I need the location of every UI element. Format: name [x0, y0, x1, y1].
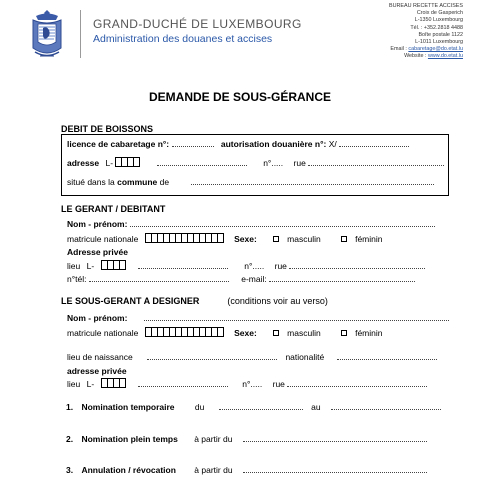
du-label: du	[194, 402, 205, 412]
sg-adresse-heading	[67, 366, 127, 376]
item-label: Nomination temporaire	[81, 402, 175, 412]
feminin-checkbox[interactable]	[341, 330, 347, 336]
lieu-naissance-label: lieu de naissance	[67, 352, 133, 362]
autorisation-label: autorisation douanière n°:	[220, 139, 327, 149]
licence-label: licence de cabaretage n°:	[67, 139, 170, 149]
masculin-checkbox[interactable]	[273, 330, 279, 336]
locality-field[interactable]	[138, 261, 228, 269]
situe-label: situé dans la	[67, 177, 115, 187]
section-heading-debit: DEBIT DE BOISSONS	[61, 124, 154, 134]
l-prefix: L-	[86, 261, 95, 271]
nom-label: Nom - prénom:	[67, 313, 128, 323]
autorisation-prefix: X/	[328, 139, 337, 149]
au-label: au	[311, 402, 321, 412]
address-line: Tél. : +352.2818 4488	[410, 24, 463, 31]
sg-naissance-row	[67, 352, 437, 362]
date-to-field[interactable]	[331, 402, 441, 410]
rue-field[interactable]	[308, 158, 444, 166]
conditions-note: (conditions voir au verso)	[227, 296, 328, 306]
matricule-label: matricule nationale	[67, 234, 139, 244]
address-line: BUREAU RECETTE ACCISES	[389, 3, 463, 9]
l-prefix: L-	[86, 379, 95, 389]
postal-code-cells[interactable]	[115, 157, 140, 167]
item-number: 3.	[66, 465, 74, 475]
tel-field[interactable]	[89, 274, 229, 282]
masculin-label: masculin	[287, 234, 321, 244]
date-from-field[interactable]	[243, 465, 427, 473]
matricule-cells[interactable]	[145, 327, 224, 337]
adresse-privee-label: Adresse privée	[67, 247, 128, 257]
address-line: L-1350 Luxembourg	[414, 17, 463, 24]
email-label: Email :	[390, 46, 409, 53]
office-address	[389, 3, 463, 61]
lieu-label: lieu	[67, 261, 81, 271]
sous-gerant-heading: LE SOUS-GERANT A DESIGNER	[61, 296, 200, 306]
commune-label: commune	[117, 177, 158, 187]
rue-label: rue	[293, 158, 306, 168]
sg-matricule-row	[67, 327, 383, 338]
rue-field[interactable]	[289, 261, 425, 269]
item-label: Nomination plein temps	[81, 434, 178, 444]
l-prefix: L-	[105, 158, 114, 168]
rue-label: rue	[272, 379, 285, 389]
item-label: Annulation / révocation	[81, 465, 176, 475]
feminin-label: féminin	[355, 328, 383, 338]
autorisation-field[interactable]	[339, 139, 409, 147]
item-number: 1.	[66, 402, 74, 412]
address-line: Boîte postale 1122	[418, 31, 463, 38]
a-partir-label: à partir du	[194, 434, 233, 444]
nationalite-label: nationalité	[285, 352, 325, 362]
adresse-label: adresse	[67, 158, 100, 168]
locality-field[interactable]	[138, 379, 228, 387]
locality-field[interactable]	[157, 158, 247, 166]
letterhead	[0, 0, 480, 70]
email-line	[389, 46, 463, 53]
tel-label: n°tél:	[67, 274, 87, 284]
date-from-field[interactable]	[243, 434, 427, 442]
rue-label: rue	[274, 261, 287, 271]
address-line: L-1011 Luxembourg	[415, 39, 463, 46]
de-label: de	[159, 177, 170, 187]
gerant-nom-row	[67, 219, 435, 229]
postal-code-cells[interactable]	[101, 378, 126, 388]
lieu-label: lieu	[67, 379, 81, 389]
section-heading-sous-gerant	[61, 296, 328, 306]
licence-field[interactable]	[172, 139, 214, 147]
gerant-nom-field[interactable]	[130, 219, 435, 227]
item-number: 2.	[66, 434, 74, 444]
postal-code-cells[interactable]	[101, 260, 126, 270]
website-label: Website :	[404, 53, 428, 60]
org-name: GRAND-DUCHÉ DE LUXEMBOURG	[93, 17, 302, 31]
matricule-label: matricule nationale	[67, 328, 139, 338]
sexe-label: Sexe:	[234, 328, 257, 338]
masculin-label: masculin	[287, 328, 321, 338]
feminin-label: féminin	[355, 234, 383, 244]
date-from-field[interactable]	[219, 402, 303, 410]
website-line	[389, 53, 463, 60]
gerant-contact-row	[67, 274, 415, 284]
commune-row	[67, 177, 434, 187]
email-link[interactable]: cabaretage@do.etat.lu	[408, 46, 463, 53]
commune-field[interactable]	[191, 177, 434, 185]
number-label: n°.....	[263, 158, 284, 168]
masculin-checkbox[interactable]	[273, 236, 279, 242]
section-heading-gerant: LE GERANT / DEBITANT	[61, 204, 166, 214]
sg-lieu-row	[67, 378, 427, 389]
address-line: Croix de Gasperich	[416, 10, 463, 17]
header-divider	[80, 10, 81, 58]
admin-name: Administration des douanes et accises	[93, 33, 273, 45]
website-link[interactable]: www.do.etat.lu	[427, 53, 463, 60]
email-field[interactable]	[269, 274, 415, 282]
a-partir-label: à partir du	[194, 465, 233, 475]
debit-adresse-row	[67, 157, 444, 168]
sexe-label: Sexe:	[234, 234, 257, 244]
rue-field[interactable]	[287, 379, 427, 387]
gerant-adresse-heading	[67, 247, 128, 257]
licence-row	[67, 139, 409, 149]
item-nomination-temporaire	[66, 402, 441, 412]
coat-of-arms-icon	[30, 8, 64, 60]
number-label: n°.....	[244, 261, 265, 271]
nationalite-field[interactable]	[337, 352, 437, 360]
lieu-naissance-field[interactable]	[147, 352, 277, 360]
sg-nom-row	[67, 313, 449, 323]
nom-label: Nom - prénom:	[67, 219, 128, 229]
item-annulation	[66, 465, 427, 475]
number-label: n°.....	[242, 379, 263, 389]
sg-nom-field[interactable]	[144, 313, 449, 321]
feminin-checkbox[interactable]	[341, 236, 347, 242]
item-nomination-plein-temps	[66, 434, 427, 444]
email-label: e-mail:	[241, 274, 267, 284]
gerant-lieu-row	[67, 260, 425, 271]
gerant-matricule-row	[67, 233, 383, 244]
adresse-privee-label: adresse privée	[67, 366, 127, 376]
matricule-cells[interactable]	[145, 233, 224, 243]
page-title: DEMANDE DE SOUS-GÉRANCE	[148, 90, 331, 104]
